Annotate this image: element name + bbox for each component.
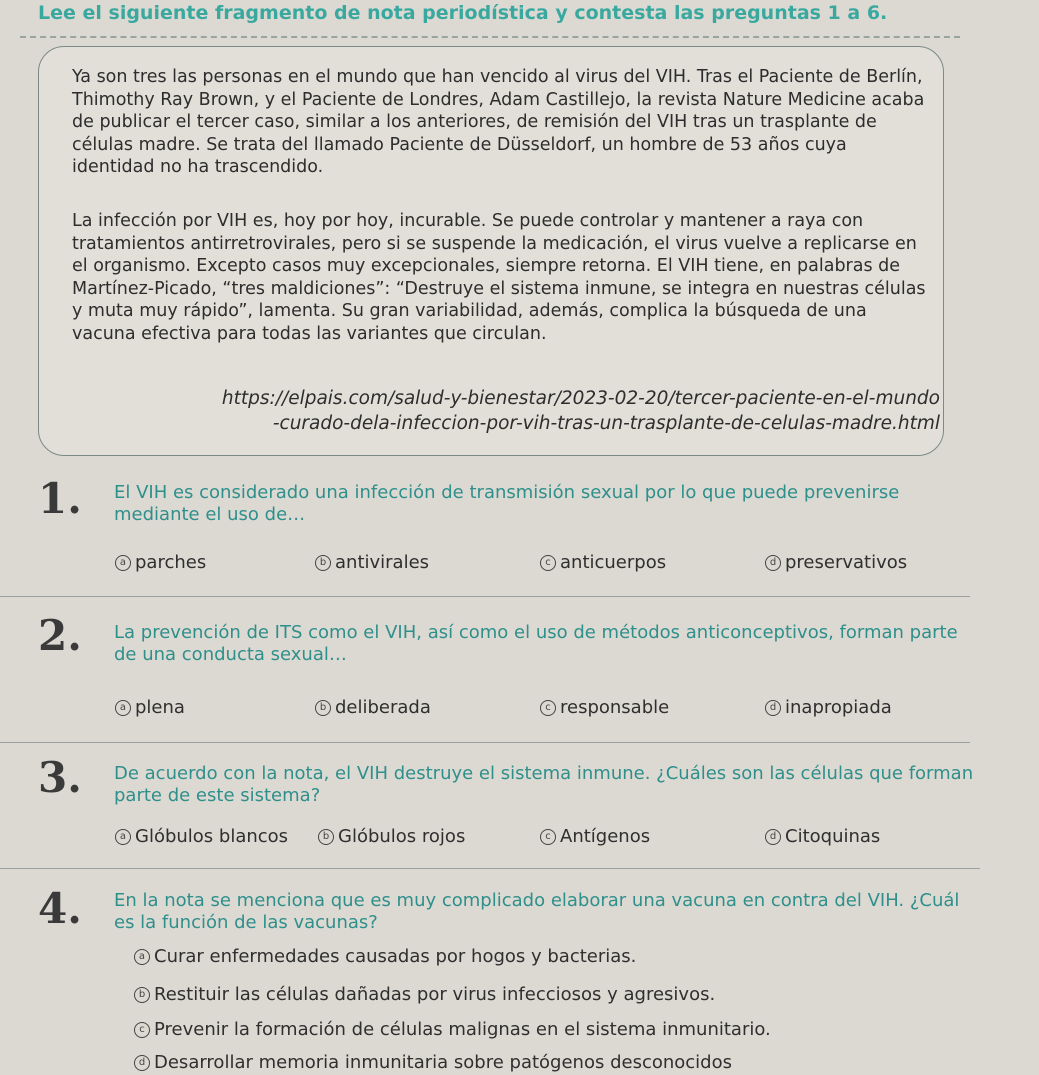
option-text: Citoquinas [785,826,881,847]
option-text: Glóbulos rojos [338,826,466,847]
option-text: inapropiada [785,697,892,718]
option-text: Restituir las células dañadas por virus infecciosos y agresivos. [154,984,716,1005]
question-2-option-b[interactable] [315,697,431,718]
question-2-option-a[interactable] [115,697,185,718]
question-separator [0,742,970,743]
option-letter-c: c [134,1022,150,1038]
option-text: deliberada [335,697,431,718]
question-1-option-d[interactable] [765,552,907,573]
question-1-text: El VIH es considerado una infección de transmisión sexual por lo que puede prevenirse mediante el uso de… [114,482,900,525]
option-letter-c: c [540,829,556,845]
instructions: Lee el siguiente fragmento de nota periodística y contesta las preguntas 1 a 6. [38,2,888,24]
question-separator [0,596,970,597]
option-letter-b: b [318,829,334,845]
option-letter-d: d [765,829,781,845]
question-3-text: De acuerdo con la nota, el VIH destruye el sistema inmune. ¿Cuáles son las células que forman parte de este sistema? [114,763,974,806]
source-url-line-2: -curado-dela-infeccion-por-vih-tras-un-trasplante-de-celulas-madre.html [272,413,940,434]
passage-paragraph-2: La infección por VIH es, hoy por hoy, incurable. Se puede controlar y mantener a raya con tratamientos antirretrovirales, pero si se suspende la medicación, el virus vuelve a replicarse en el organismo. Excepto casos muy excepcionales, siempre retorna. El VIH tiene, en palabras de Martínez-Picado, “tres maldiciones”: “Destruye el sistema inmune, se integra en nuestras células y muta muy rápido”, lamenta. Su gran variabilidad, además, complica la búsqueda de una vacuna efectiva para todas las variantes que circulan. [72,211,926,344]
passage-paragraph-1: Ya son tres las personas en el mundo que han vencido al virus del VIH. Tras el Paciente de Berlín, Thimothy Ray Brown, y el Paciente de Londres, Adam Castillejo, la revista Nature Medicine acaba de publicar el tercer caso, similar a los anteriores, de remisión del VIH tras un trasplante de células madre. Se trata del llamado Paciente de Düsseldorf, un hombre de 53 años cuya identidad no ha trascendido. [72,67,925,178]
option-text: preservativos [785,552,908,573]
question-2-number: 2. [38,611,82,660]
question-1-number: 1. [38,474,82,523]
question-3-option-d[interactable] [765,826,880,847]
question-1-option-c[interactable] [540,552,666,573]
option-letter-a: a [115,700,131,716]
question-2-option-c[interactable] [540,697,669,718]
question-3-option-b[interactable] [318,826,465,847]
option-letter-d: d [765,555,781,571]
question-3-option-a[interactable] [115,826,288,847]
option-letter-d: d [134,1055,150,1071]
option-letter-b: b [134,987,150,1003]
option-letter-c: c [540,700,556,716]
question-3-option-c[interactable] [540,826,650,847]
question-4-option-b[interactable] [134,984,715,1005]
option-text: parches [135,552,207,573]
option-letter-a: a [134,949,150,965]
option-letter-a: a [115,555,131,571]
option-text: anticuerpos [560,552,667,573]
question-2-option-d[interactable] [765,697,892,718]
option-text: Curar enfermedades causadas por hogos y bacterias. [154,946,637,967]
source-url-line-1: https://elpais.com/salud-y-bienestar/2023-02-20/tercer-paciente-en-el-mundo [221,388,940,409]
option-letter-d: d [765,700,781,716]
question-3-number: 3. [38,753,82,802]
option-text: plena [135,697,185,718]
header-divider [20,36,960,38]
option-text: antivirales [335,552,430,573]
question-4-option-c[interactable] [134,1019,771,1040]
question-4-text: En la nota se menciona que es muy complicado elaborar una vacuna en contra del VIH. ¿Cuál es la función de las vacunas? [114,890,960,933]
option-text: Desarrollar memoria inmunitaria sobre patógenos desconocidos [154,1052,732,1073]
question-4-number: 4. [38,884,82,933]
question-separator [0,868,980,869]
question-4-option-a[interactable] [134,946,636,967]
question-2-text: La prevención de ITS como el VIH, así como el uso de métodos anticonceptivos, forman parte de una conducta sexual… [114,622,958,665]
question-1-option-a[interactable] [115,552,206,573]
question-4-option-d[interactable] [134,1052,732,1073]
option-text: responsable [560,697,670,718]
option-text: Antígenos [560,826,651,847]
option-letter-b: b [315,555,331,571]
option-letter-c: c [540,555,556,571]
option-text: Glóbulos blancos [135,826,289,847]
option-letter-a: a [115,829,131,845]
question-1-option-b[interactable] [315,552,429,573]
option-letter-b: b [315,700,331,716]
option-text: Prevenir la formación de células malignas en el sistema inmunitario. [154,1019,771,1040]
